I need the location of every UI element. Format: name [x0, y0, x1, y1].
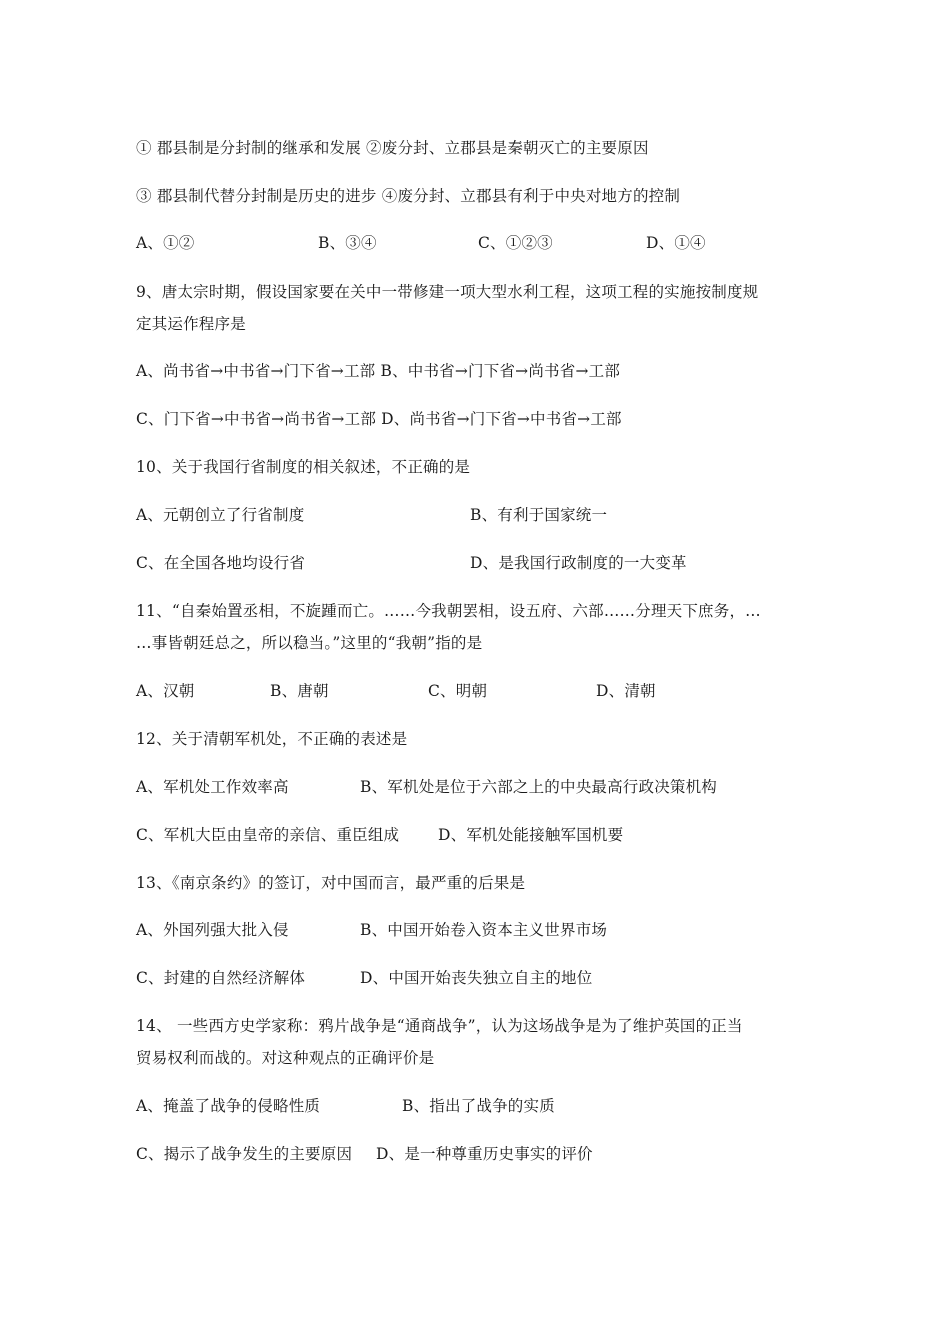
q8-option-a: A、①② — [136, 234, 195, 252]
q14-option-d: D、是一种尊重历史事实的评价 — [376, 1145, 593, 1163]
q9-options-line-1: A、尚书省→中书省→门下省→工部 B、中书省→门下省→尚书省→工部 — [136, 362, 621, 380]
q11-option-b: B、唐朝 — [270, 682, 329, 700]
q13-option-c: C、封建的自然经济解体 — [136, 969, 306, 987]
q11-option-d: D、清朝 — [596, 682, 656, 700]
q14-option-b: B、指出了战争的实质 — [402, 1097, 555, 1115]
q12-option-a: A、军机处工作效率高 — [136, 778, 289, 796]
q11-option-c: C、明朝 — [428, 682, 488, 700]
q12-stem: 12、关于清朝军机处，不正确的表述是 — [136, 730, 408, 748]
q9-stem-line-1: 9、唐太宗时期，假设国家要在关中一带修建一项大型水利工程，这项工程的实施按制度规 — [136, 283, 759, 301]
q9-stem-line-2: 定其运作程序是 — [136, 315, 246, 333]
q14-option-a: A、掩盖了战争的侵略性质 — [136, 1097, 321, 1115]
q11-stem-line-2: …事皆朝廷总之，所以稳当。”这里的“我朝”指的是 — [136, 634, 483, 652]
q10-option-d: D、是我国行政制度的一大变革 — [470, 554, 687, 572]
q8-option-d: D、①④ — [646, 234, 706, 252]
q9-options-line-2: C、门下省→中书省→尚书省→工部 D、尚书省→门下省→中书省→工部 — [136, 410, 622, 428]
q12-option-d: D、军机处能接触军国机要 — [438, 826, 624, 844]
q13-stem: 13、《南京条约》的签订，对中国而言，最严重的后果是 — [136, 874, 526, 892]
q13-option-d: D、中国开始丧失独立自主的地位 — [360, 969, 593, 987]
q10-option-c: C、在全国各地均设行省 — [136, 554, 306, 572]
q14-stem-line-1: 14、 一些西方史学家称：鸦片战争是“通商战争”，认为这场战争是为了维护英国的正当 — [136, 1017, 743, 1035]
q8-option-b: B、③④ — [318, 234, 377, 252]
q13-option-b: B、中国开始卷入资本主义世界市场 — [360, 921, 608, 939]
q12-option-b: B、军机处是位于六部之上的中央最高行政决策机构 — [360, 778, 717, 796]
q10-option-a: A、元朝创立了行省制度 — [136, 506, 305, 524]
q12-option-c: C、军机大臣由皇帝的亲信、重臣组成 — [136, 826, 400, 844]
q10-stem: 10、关于我国行省制度的相关叙述，不正确的是 — [136, 458, 471, 476]
q10-option-b: B、有利于国家统一 — [470, 506, 608, 524]
q11-option-a: A、汉朝 — [136, 682, 195, 700]
q11-stem-line-1: 11、“自秦始置丞相，不旋踵而亡。……今我朝罢相，设五府、六部……分理天下庶务，… — [136, 602, 761, 620]
q8-statement-line-2: ③ 郡县制代替分封制是历史的进步 ④废分封、立郡县有利于中央对地方的控制 — [136, 187, 681, 205]
q8-option-c: C、①②③ — [478, 234, 553, 252]
q8-statement-line-1: ① 郡县制是分封制的继承和发展 ②废分封、立郡县是秦朝灭亡的主要原因 — [136, 139, 649, 157]
q13-option-a: A、外国列强大批入侵 — [136, 921, 289, 939]
q14-stem-line-2: 贸易权利而战的。对这种观点的正确评价是 — [136, 1049, 435, 1067]
q14-option-c: C、揭示了战争发生的主要原因 — [136, 1145, 353, 1163]
